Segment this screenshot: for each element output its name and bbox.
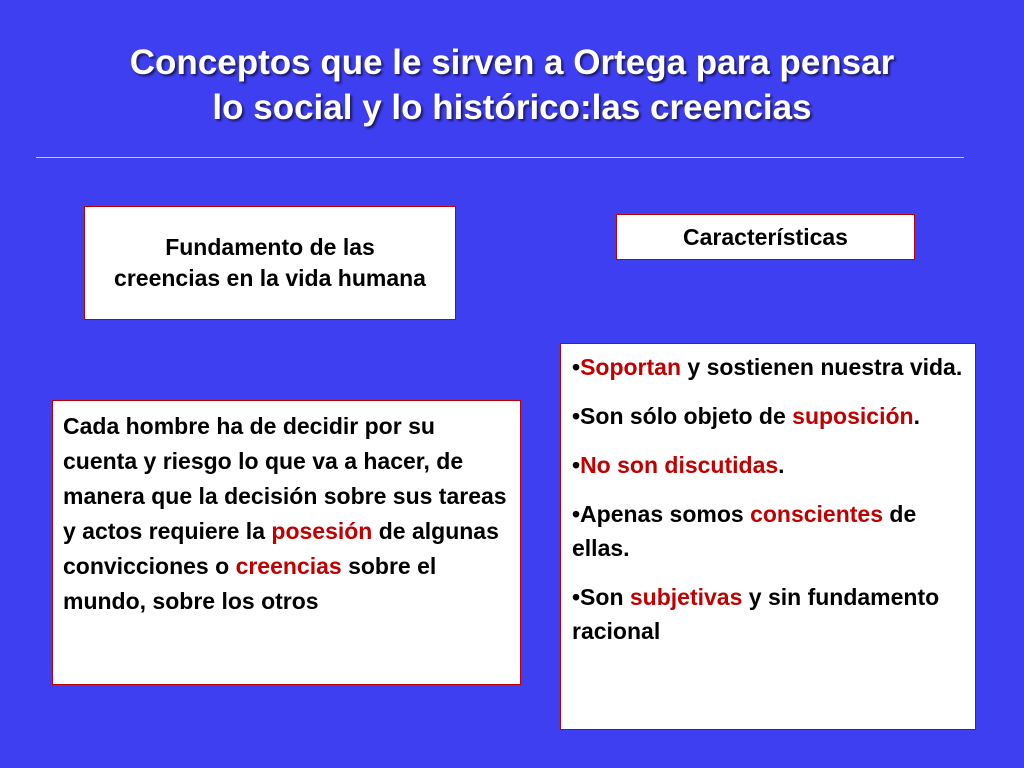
fundamento-body-box [52,400,521,685]
slide-title [20,40,1004,130]
caracteristicas-list-box [560,343,976,730]
characteristic-prefix: •Son sólo objeto de [572,403,793,429]
fundamento-header-text: Fundamento de las creencias en la vida humana [114,234,426,291]
fundamento-text-part-2: de algunas convicciones o [63,518,499,579]
fundamento-highlight-posesion: posesión [271,518,373,544]
characteristic-highlight: No son discutidas [580,452,779,478]
characteristic-prefix: •Son [572,584,630,610]
characteristic-suffix: . [913,403,920,429]
title-divider [36,157,964,158]
slide-title-line-2: lo social y lo histórico:las creencias [212,88,812,127]
characteristic-item [572,350,965,384]
fundamento-body-text [63,413,507,614]
fundamento-text-part-1: Cada hombre ha de decidir por su cuenta y riesgo lo que va a hacer, de manera que la decisión sobre sus tareas y actos requiere la [63,413,507,544]
characteristic-suffix: y sin fundamento racional [572,584,940,644]
caracteristicas-header-box [616,214,915,260]
characteristic-suffix: . [778,452,785,478]
characteristic-prefix: •Apenas somos [572,501,751,527]
fundamento-header-box [84,206,456,320]
characteristic-highlight: conscientes [750,501,884,527]
slide-title-line-1: Conceptos que le sirven a Ortega para pensar [129,43,895,82]
characteristic-prefix: • [572,354,581,380]
characteristic-prefix: • [572,452,581,478]
characteristic-highlight: suposición [792,403,914,429]
characteristic-item [572,448,965,482]
fundamento-text-part-3: sobre el mundo, sobre los otros [63,553,437,614]
characteristic-item [572,497,965,565]
characteristic-highlight: subjetivas [629,584,743,610]
caracteristicas-header-text: Características [683,223,848,250]
characteristic-item [572,580,965,648]
characteristic-suffix: de ellas. [572,501,917,561]
characteristic-item [572,399,965,433]
characteristic-highlight: Soportan [580,354,682,380]
fundamento-highlight-creencias: creencias [235,553,342,579]
characteristic-suffix: y sostienen nuestra vida. [681,354,963,380]
